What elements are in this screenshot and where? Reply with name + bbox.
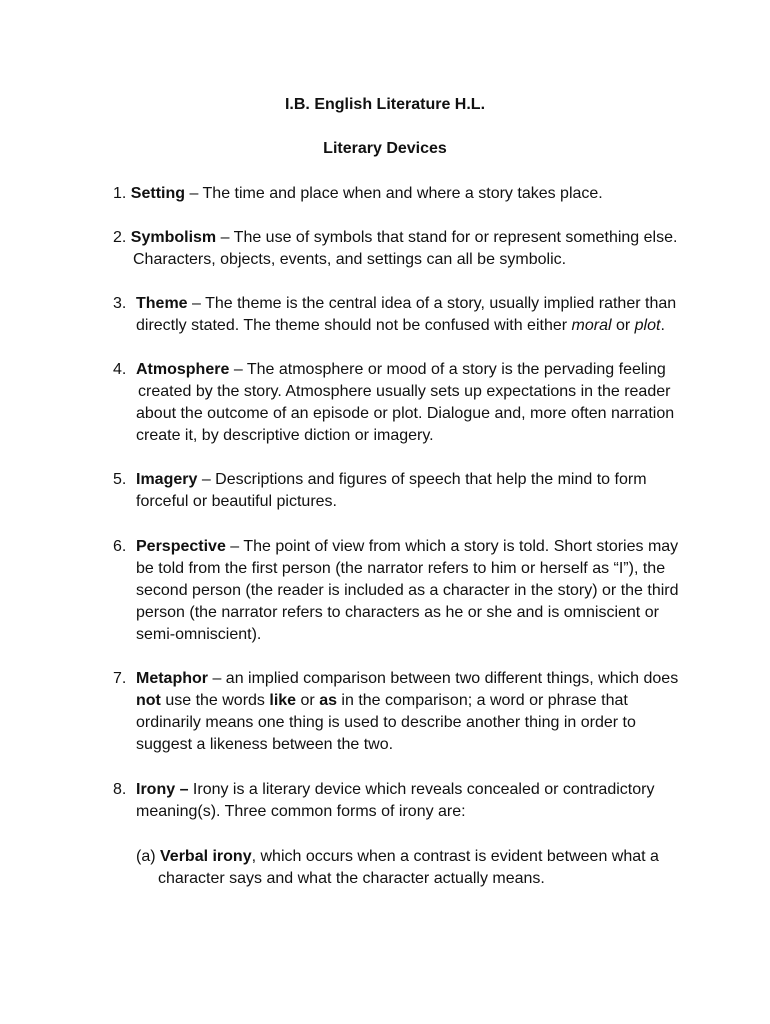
definition-line: created by the story. Atmosphere usually sets up expectations in the reader: [138, 383, 671, 400]
term-theme: Theme: [136, 295, 188, 312]
definition-line: forceful or beautiful pictures.: [136, 493, 337, 510]
item-symbolism: [113, 227, 677, 249]
item-number: 5.: [113, 471, 127, 488]
definition-line: , which occurs when a contrast is evident between what a: [251, 848, 659, 865]
item-atmosphere: [136, 359, 666, 381]
item-number: 4.: [113, 361, 127, 378]
definition-line: about the outcome of an episode or plot. Dialogue and, more often narration: [136, 405, 675, 422]
definition-text: or: [611, 317, 635, 334]
term-setting: Setting: [130, 185, 186, 202]
definition-line: second person (the reader is included as a character in the story) or the third: [136, 582, 679, 599]
emphasis-like: like: [269, 692, 297, 709]
emphasis-plot: plot: [634, 317, 661, 334]
course-title: I.B. English Literature H.L.: [284, 96, 486, 113]
subitem-verbal-irony: [136, 846, 659, 868]
definition-line: – The theme is the central idea of a story, usually implied rather than: [192, 295, 677, 312]
document-heading: Literary Devices: [323, 140, 447, 157]
definition-line: – The use of symbols that stand for or represent something else.: [220, 229, 678, 246]
definition-line: person (the narrator refers to characters as he or she and is omniscient or: [136, 604, 659, 621]
definition-text: in the comparison; a word or phrase that: [336, 692, 628, 709]
definition-line: be told from the first person (the narrator refers to him or herself as “I”), the: [136, 560, 666, 577]
emphasis-moral: moral: [571, 317, 612, 334]
definition-line: – Descriptions and figures of speech that help the mind to form: [201, 471, 647, 488]
definition-line: – The atmosphere or mood of a story is the pervading feeling: [233, 361, 666, 378]
definition-line: character says and what the character actually means.: [158, 870, 545, 887]
emphasis-not: not: [136, 692, 161, 709]
item-number: 7.: [113, 670, 127, 687]
definition-line: – an implied comparison between two different things, which does: [212, 670, 679, 687]
definition-line: suggest a likeness between the two.: [136, 736, 394, 753]
subitem-label: (a): [136, 848, 160, 865]
term-perspective: Perspective: [136, 538, 226, 555]
term-metaphor: Metaphor: [136, 670, 208, 687]
item-irony: [136, 779, 654, 801]
definition-line: semi-omniscient).: [136, 626, 262, 643]
definition-line: – The time and place when and where a story takes place.: [189, 185, 603, 202]
item-number: 2.: [113, 229, 127, 246]
item-setting: [113, 183, 603, 205]
definition-line: [136, 690, 628, 712]
item-perspective: [136, 536, 678, 558]
definition-text: directly stated. The theme should not be confused with either: [136, 317, 572, 334]
item-number: 3.: [113, 295, 127, 312]
definition-line: meaning(s). Three common forms of irony are:: [136, 803, 466, 820]
item-metaphor: [136, 668, 678, 690]
emphasis-as: as: [319, 692, 337, 709]
term-irony: Irony –: [136, 781, 189, 798]
definition-line: [136, 315, 665, 337]
definition-line: Irony is a literary device which reveals concealed or contradictory: [188, 781, 655, 798]
definition-line: – The point of view from which a story is told. Short stories may: [230, 538, 679, 555]
definition-line: ordinarily means one thing is used to describe another thing in order to: [136, 714, 636, 731]
term-imagery: Imagery: [136, 471, 198, 488]
definition-line: create it, by descriptive diction or imagery.: [136, 427, 434, 444]
item-number: 1.: [113, 185, 127, 202]
definition-text: .: [660, 317, 665, 334]
item-imagery: [136, 469, 647, 491]
definition-text: use the words: [160, 692, 270, 709]
item-number: 6.: [113, 538, 127, 555]
item-theme: [136, 293, 676, 315]
item-number: 8.: [113, 781, 127, 798]
term-verbal-irony: Verbal irony: [160, 848, 252, 865]
term-atmosphere: Atmosphere: [136, 361, 230, 378]
definition-line: Characters, objects, events, and settings can all be symbolic.: [133, 251, 567, 268]
term-symbolism: Symbolism: [130, 229, 217, 246]
definition-text: or: [296, 692, 320, 709]
